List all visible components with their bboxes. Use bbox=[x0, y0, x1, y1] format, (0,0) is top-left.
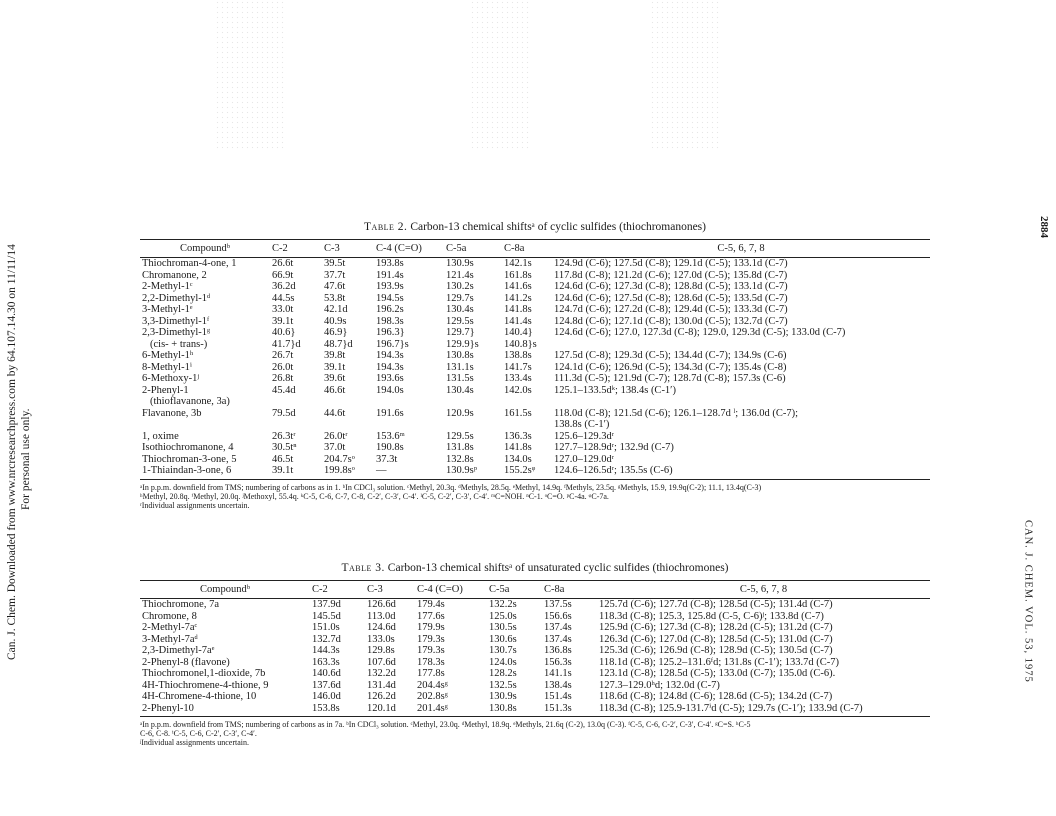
shift-cell: 37.0t bbox=[324, 442, 346, 453]
shift-cell: 129.9}s bbox=[446, 338, 479, 350]
shift-cell: 46.5t bbox=[272, 453, 294, 465]
table-row bbox=[140, 270, 930, 282]
table-3 bbox=[140, 580, 930, 717]
shift-cell: 177.8s bbox=[417, 668, 445, 679]
compound-cell: 2-Phenyl-10 bbox=[140, 703, 310, 717]
shift-cell: 124.6d bbox=[367, 622, 396, 633]
table-2-block bbox=[140, 221, 930, 510]
shift-cell: 53.8t bbox=[324, 292, 346, 304]
shift-cell bbox=[444, 396, 502, 408]
shift-cell: 39.1t bbox=[324, 361, 346, 373]
table-row bbox=[140, 645, 930, 657]
shift-cell: 26.6t bbox=[272, 258, 294, 269]
table-row bbox=[140, 339, 930, 351]
shift-cell: 133.4s bbox=[504, 373, 532, 384]
shift-cell: 161.5s bbox=[504, 407, 532, 419]
shift-cell: 37.3t bbox=[376, 453, 398, 465]
shift-cell: 136.3s bbox=[504, 430, 532, 442]
shift-cell: 132.8s bbox=[446, 453, 474, 465]
shift-cell: 40.6} bbox=[272, 327, 296, 338]
shift-cell: 39.1t bbox=[272, 315, 294, 327]
shift-cell: 163.3s bbox=[312, 656, 340, 668]
table-2-label: Table 2. bbox=[364, 221, 408, 233]
table-row bbox=[140, 327, 930, 339]
compound-cell: 2-Methyl-7aᶜ bbox=[142, 622, 198, 633]
shift-cell: 138.4s bbox=[544, 679, 572, 691]
shift-cell: 141.8s bbox=[504, 304, 532, 315]
table-row bbox=[140, 350, 930, 362]
shift-cell: 120.9s bbox=[446, 407, 474, 419]
shift-cell bbox=[270, 396, 322, 408]
table-3-label: Table 3. bbox=[341, 562, 385, 574]
shift-cell: 134.0s bbox=[504, 453, 532, 465]
compound-cell: 2,3-Dimethyl-1ᵍ bbox=[142, 327, 211, 338]
table-row bbox=[140, 465, 930, 479]
shift-cell: 137.9d bbox=[312, 599, 341, 610]
shift-cell: 138.8s (C-1′) bbox=[554, 419, 610, 430]
shift-cell: 124.0s bbox=[489, 656, 517, 668]
table-row bbox=[140, 258, 930, 270]
column-header: C-4 (C=O) bbox=[374, 240, 444, 258]
shift-cell: 107.6d bbox=[367, 656, 396, 668]
shift-cell bbox=[270, 419, 322, 431]
shift-cell: 190.8s bbox=[376, 442, 404, 453]
shift-cell: 124.1d (C-6); 126.9d (C-5); 134.3d (C-7); 135.4s (C-8) bbox=[554, 361, 787, 373]
shift-cell: 124.6d (C-6); 127.5d (C-8); 128.6d (C-5); 133.5d (C-7) bbox=[554, 292, 788, 304]
table-3-footnotes bbox=[140, 720, 930, 747]
column-header: Compoundᵇ bbox=[140, 240, 270, 258]
shift-cell: 113.0d bbox=[367, 610, 396, 622]
shift-cell: 136.8s bbox=[544, 645, 572, 656]
shift-cell: 137.4s bbox=[544, 622, 572, 633]
shift-cell: 46.9} bbox=[324, 327, 348, 338]
shift-cell: 37.7t bbox=[324, 269, 346, 281]
shift-cell: 30.5tⁿ bbox=[272, 442, 297, 453]
table-row bbox=[140, 408, 930, 420]
shift-cell: 131.4d bbox=[367, 679, 396, 691]
table-row bbox=[140, 419, 930, 431]
shift-cell: 124.8d (C-6); 127.1d (C-8); 130.0d (C-5); 132.7d (C-7) bbox=[554, 315, 788, 327]
table-row bbox=[140, 680, 930, 692]
column-header: C-3 bbox=[322, 240, 374, 258]
shift-cell: 121.4s bbox=[446, 269, 474, 281]
shift-cell: 127.3–129.0ʰd; 132.0d (C-7) bbox=[599, 679, 720, 691]
shift-cell: 140.4} bbox=[504, 327, 533, 338]
compound-cell: 3-Methyl-7aᵈ bbox=[142, 633, 198, 645]
column-header: Compoundᵇ bbox=[140, 581, 310, 599]
shift-cell: 126.2d bbox=[367, 691, 396, 702]
compound-cell: (thioflavanone, 3a) bbox=[150, 396, 230, 407]
shift-cell: 156.6s bbox=[544, 610, 572, 622]
shift-cell: 145.5d bbox=[312, 610, 341, 622]
table-row bbox=[140, 703, 930, 717]
shift-cell: 193.8s bbox=[376, 258, 404, 269]
shift-cell: 196.7}s bbox=[376, 338, 409, 350]
shift-cell: 202.8sᵍ bbox=[417, 691, 448, 702]
shift-cell: 140.6d bbox=[312, 668, 341, 679]
shift-cell: 142.1s bbox=[504, 258, 532, 269]
shift-cell: 39.8t bbox=[324, 350, 346, 361]
table-2-title: Carbon-13 chemical shiftsᵃ of cyclic sulfides (thiochromanones) bbox=[410, 221, 706, 233]
shift-cell: 191.4s bbox=[376, 269, 404, 281]
table-2-footnote-1: ᵃIn p.p.m. downfield from TMS; numbering of carbons as in 1. ᵇIn CDCl₃ solution. ᶜMethyl, 20.3q. ᵈMethyls, 28.5q. ᵉMethyl, 14.9q. ᶠMethyls, 23.5q. ᵍMethyls, 15.9, 19.9q(C-2); 11.1, 13.4q(C-3) bbox=[140, 482, 762, 492]
table-3-footnote-1: ᵃIn p.p.m. downfield from TMS; numbering of carbons as in 7a. ᵇIn CDCl₃ solution. ᶜMethyl, 23.0q. ᵈMethyl, 18.9q. ᵉMethyls, 21.6q (C-2), 13.0q (C-3). ᶠC-5, C-6, C-2′, C-3′, C-4′. ᵍC=S. ʰC-5 bbox=[140, 720, 751, 729]
column-header: C-3 bbox=[365, 581, 415, 599]
table-row bbox=[140, 442, 930, 454]
shift-cell: 46.6t bbox=[324, 384, 346, 396]
download-notice-sidebar bbox=[0, 160, 46, 660]
shift-cell: 26.0t bbox=[272, 361, 294, 373]
compound-cell: 2-Phenyl-8 (flavone) bbox=[142, 656, 230, 668]
shift-cell: 111.3d (C-5); 121.9d (C-7); 128.7d (C-8); 157.3s (C-6) bbox=[554, 373, 786, 384]
shift-cell: 125.3d (C-6); 126.9d (C-8); 128.9d (C-5); 130.5d (C-7) bbox=[599, 645, 833, 656]
download-notice bbox=[5, 244, 33, 660]
table-row bbox=[140, 622, 930, 634]
table-row bbox=[140, 454, 930, 466]
compound-cell: (cis- + trans-) bbox=[150, 338, 208, 350]
table-row bbox=[140, 281, 930, 293]
compound-cell: Chromone, 8 bbox=[142, 610, 197, 622]
shift-cell: 118.6d (C-8); 124.8d (C-6); 128.6d (C-5); 134.2d (C-7) bbox=[599, 691, 833, 702]
column-header: C-8a bbox=[502, 240, 552, 258]
table-header-row bbox=[140, 581, 930, 599]
shift-cell: 193.6s bbox=[376, 373, 404, 384]
shift-cell: 129.8s bbox=[367, 645, 395, 656]
table-row bbox=[140, 293, 930, 305]
shift-cell: 198.3s bbox=[376, 315, 404, 327]
shift-cell: 39.6t bbox=[324, 373, 346, 384]
compound-cell: Flavanone, 3b bbox=[142, 407, 202, 419]
shift-cell: 130.9s bbox=[489, 691, 517, 702]
shift-cell bbox=[322, 419, 374, 431]
shift-cell: 146.0d bbox=[312, 691, 341, 702]
shift-cell: 130.2s bbox=[446, 281, 474, 292]
shift-cell: — bbox=[374, 465, 444, 479]
shift-cell: 194.0s bbox=[376, 384, 404, 396]
shift-cell bbox=[322, 396, 374, 408]
shift-cell: 191.6s bbox=[376, 407, 404, 419]
table-row bbox=[140, 431, 930, 443]
shift-cell: 124.6d (C-6); 127.3d (C-8); 128.8d (C-5); 133.1d (C-7) bbox=[554, 281, 788, 292]
shift-cell: 124.9d (C-6); 127.5d (C-8); 129.1d (C-5); 133.1d (C-7) bbox=[554, 258, 788, 269]
shift-cell: 123.1d (C-8); 128.5d (C-5); 133.0d (C-7); 135.0d (C-6). bbox=[599, 668, 836, 679]
table-3-footnote-2: C-6, C-8. ⁱC-5, C-6, C-2′, C-3′, C-4′. bbox=[140, 729, 257, 738]
shift-cell bbox=[444, 419, 502, 431]
shift-cell: 156.3s bbox=[544, 656, 572, 668]
download-notice-line2: For personal use only. bbox=[20, 408, 32, 510]
shift-cell: 44.6t bbox=[324, 407, 346, 419]
column-header: C-5a bbox=[444, 240, 502, 258]
shift-cell: 141.4s bbox=[504, 315, 532, 327]
shift-cell: 179.9s bbox=[417, 622, 445, 633]
right-margin bbox=[1006, 0, 1056, 816]
compound-cell: 4H-Chromene-4-thione, 10 bbox=[142, 691, 257, 702]
shift-cell: 130.9s bbox=[446, 258, 474, 269]
table-row bbox=[140, 691, 930, 703]
shift-cell: 129.5s bbox=[446, 315, 474, 327]
shift-cell: 179.3s bbox=[417, 645, 445, 656]
column-header: C-5, 6, 7, 8 bbox=[552, 240, 930, 258]
shift-cell: 47.6t bbox=[324, 281, 346, 292]
table-row bbox=[140, 668, 930, 680]
compound-cell: Thiochroman-3-one, 5 bbox=[142, 453, 237, 465]
table-2-footnote-2: ʰMethyl, 20.8q. ⁱMethyl, 20.0q. ʲMethoxyl, 55.4q. ᵏC-5, C-6, C-7, C-8, C-2′, C-3′, C-4′. ˡC-5, C-2′, C-3′, C-4′. ᵐC=NOH. ⁿC-1. ᵒC=O. ᵖC-4a. ᵠC-7a. bbox=[140, 491, 609, 501]
shift-cell: 204.4sᵍ bbox=[417, 679, 448, 691]
column-header: C-8a bbox=[542, 581, 597, 599]
shift-cell: 130.4s bbox=[446, 304, 474, 315]
shift-cell: 126.3d (C-6); 127.0d (C-8); 128.5d (C-5); 131.0d (C-7) bbox=[599, 633, 833, 645]
shift-cell: 125.1–133.5dᵏ; 138.4s (C-1′) bbox=[554, 384, 676, 396]
shift-cell: 125.6–129.3dʳ bbox=[554, 430, 615, 442]
compound-cell: 3,3-Dimethyl-1ᶠ bbox=[142, 315, 210, 327]
shift-cell: 79.5d bbox=[272, 407, 296, 419]
table-2-footnote-3: ʳIndividual assignments uncertain. bbox=[140, 500, 250, 510]
table-3-title: Carbon-13 chemical shiftsᵃ of unsaturated cyclic sulfides (thiochromones) bbox=[387, 562, 729, 574]
compound-cell bbox=[140, 419, 270, 431]
table-row bbox=[140, 316, 930, 328]
shift-cell: 125.7d (C-6); 127.7d (C-8); 128.5d (C-5); 131.4d (C-7) bbox=[599, 599, 833, 610]
compound-cell: 1, oxime bbox=[142, 430, 179, 442]
shift-cell: 179.4s bbox=[417, 599, 445, 610]
column-header: C-4 (C=O) bbox=[415, 581, 487, 599]
shift-cell: 33.0t bbox=[272, 304, 294, 315]
shift-cell: 125.9d (C-6); 127.3d (C-8); 128.2d (C-5); 131.2d (C-7) bbox=[599, 622, 833, 633]
table-3-footnote-3: ʲIndividual assignments uncertain. bbox=[140, 738, 249, 747]
compound-cell: 3-Methyl-1ᵉ bbox=[142, 304, 193, 315]
table-row bbox=[140, 385, 930, 397]
shift-cell: 141.2s bbox=[504, 292, 532, 304]
shift-cell: 126.6d bbox=[367, 599, 396, 610]
shift-cell: 39.5t bbox=[324, 258, 346, 269]
shift-cell: 131.8s bbox=[446, 442, 474, 453]
compound-cell: 2-Phenyl-1 bbox=[142, 384, 189, 396]
shift-cell: 132.7d bbox=[312, 633, 341, 645]
shift-cell bbox=[552, 339, 930, 351]
shift-cell: 45.4d bbox=[272, 384, 296, 396]
shift-cell: 137.5s bbox=[544, 599, 572, 610]
compound-cell: 6-Methoxy-1ʲ bbox=[142, 373, 200, 384]
shift-cell: 44.5s bbox=[272, 292, 295, 304]
table-header-row bbox=[140, 240, 930, 258]
column-header: C-2 bbox=[270, 240, 322, 258]
shift-cell: 41.7}d bbox=[272, 338, 301, 350]
shift-cell: 130.4s bbox=[446, 384, 474, 396]
shift-cell: 153.8s bbox=[310, 703, 365, 717]
shift-cell: 155.2sᵠ bbox=[502, 465, 552, 479]
shift-cell: 130.7s bbox=[489, 645, 517, 656]
shift-cell: 132.5s bbox=[489, 679, 517, 691]
table-row bbox=[140, 657, 930, 669]
compound-cell: Isothiochromanone, 4 bbox=[142, 442, 234, 453]
shift-cell: 118.3d (C-8); 125.9-131.7ⁱd (C-5); 129.7s (C-1′); 133.9d (C-7) bbox=[597, 703, 930, 717]
shift-cell: 130.9sᵖ bbox=[444, 465, 502, 479]
shift-cell: 141.8s bbox=[504, 442, 532, 453]
shift-cell: 26.8t bbox=[272, 373, 294, 384]
shift-cell: 48.7}d bbox=[324, 338, 353, 350]
compound-cell: 2,3-Dimethyl-7aᵉ bbox=[142, 645, 215, 656]
page-number: 2884 bbox=[1038, 216, 1050, 238]
shift-cell: 66.9t bbox=[272, 269, 294, 281]
shift-cell: 40.9s bbox=[324, 315, 347, 327]
table-row bbox=[140, 599, 930, 611]
shift-cell: 137.6d bbox=[312, 679, 341, 691]
shift-cell bbox=[374, 396, 444, 408]
journal-header: CAN. J. CHEM. VOL. 53, 1975 bbox=[1023, 520, 1034, 683]
shift-cell bbox=[374, 419, 444, 431]
compound-cell: 1-Thiaindan-3-one, 6 bbox=[140, 465, 270, 479]
compound-cell: Thiochroman-4-one, 1 bbox=[142, 258, 237, 269]
compound-cell: 6-Methyl-1ʰ bbox=[142, 350, 194, 361]
compound-cell: Chromanone, 2 bbox=[142, 269, 207, 281]
shift-cell: 39.1t bbox=[270, 465, 322, 479]
shift-cell: 127.5d (C-8); 129.3d (C-5); 134.4d (C-7); 134.9s (C-6) bbox=[554, 350, 787, 361]
shift-cell: 118.1d (C-8); 125.2–131.6ᶠd; 131.8s (C-1′); 133.7d (C-7) bbox=[599, 656, 840, 668]
shift-cell: 194.3s bbox=[376, 350, 404, 361]
shift-cell: 124.7d (C-6); 127.2d (C-8); 129.4d (C-5); 133.3d (C-7) bbox=[554, 304, 788, 315]
table-2-footnotes bbox=[140, 483, 930, 510]
column-header: C-5, 6, 7, 8 bbox=[597, 581, 930, 599]
shift-cell: 26.7t bbox=[272, 350, 294, 361]
table-3-block bbox=[140, 562, 930, 747]
shift-cell: 124.6–126.5dʳ; 135.5s (C-6) bbox=[552, 465, 930, 479]
table-row bbox=[140, 362, 930, 374]
table-row bbox=[140, 396, 930, 408]
column-header: C-5a bbox=[487, 581, 542, 599]
shift-cell: 129.7s bbox=[446, 292, 474, 304]
shift-cell: 128.2s bbox=[489, 668, 517, 679]
shift-cell: 141.6s bbox=[504, 281, 532, 292]
download-notice-line1: Can. J. Chem. Downloaded from www.nrcresearchpress.com by 64.107.14.30 on 11/11/14 bbox=[6, 244, 18, 660]
shift-cell: 177.6s bbox=[417, 610, 445, 622]
shift-cell: 138.8s bbox=[504, 350, 532, 361]
compound-cell: Thiochromone, 7a bbox=[142, 599, 219, 610]
shift-cell: 141.1s bbox=[544, 668, 572, 679]
shift-cell: 178.3s bbox=[417, 656, 445, 668]
shift-cell: 194.3s bbox=[376, 361, 404, 373]
table-row bbox=[140, 304, 930, 316]
shift-cell: 118.3d (C-8); 125.3, 125.8d (C-5, C-6)ʲ; 133.8d (C-7) bbox=[599, 610, 824, 622]
shift-cell: 179.3s bbox=[417, 633, 445, 645]
shift-cell: 132.2d bbox=[367, 668, 396, 679]
shift-cell: 117.8d (C-8); 121.2d (C-6); 127.0d (C-5); 135.8d (C-7) bbox=[554, 269, 788, 281]
scan-artifact-center bbox=[470, 0, 530, 150]
shift-cell: 133.0s bbox=[367, 633, 395, 645]
shift-cell: 127.7–128.9dʳ; 132.9d (C-7) bbox=[554, 442, 674, 453]
table-2 bbox=[140, 239, 930, 480]
shift-cell: 140.8}s bbox=[504, 338, 537, 350]
compound-cell: 2-Methyl-1ᶜ bbox=[142, 281, 193, 292]
shift-cell: 193.9s bbox=[376, 281, 404, 292]
shift-cell: 153.6ᵐ bbox=[376, 430, 405, 442]
compound-cell: 8-Methyl-1ⁱ bbox=[142, 361, 192, 373]
shift-cell: 196.2s bbox=[376, 304, 404, 315]
scan-artifact-left bbox=[215, 0, 285, 150]
shift-cell: 42.1d bbox=[324, 304, 348, 315]
shift-cell: 132.2s bbox=[489, 599, 517, 610]
shift-cell: 201.4sᵍ bbox=[415, 703, 487, 717]
shift-cell bbox=[552, 396, 930, 408]
shift-cell: 137.4s bbox=[544, 633, 572, 645]
shift-cell: 161.8s bbox=[504, 269, 532, 281]
shift-cell: 131.5s bbox=[446, 373, 474, 384]
table-2-caption bbox=[140, 221, 930, 233]
compound-cell: 2,2-Dimethyl-1ᵈ bbox=[142, 292, 211, 304]
shift-cell: 141.7s bbox=[504, 361, 532, 373]
shift-cell: 194.5s bbox=[376, 292, 404, 304]
table-row bbox=[140, 373, 930, 385]
shift-cell: 129.5s bbox=[446, 430, 474, 442]
table-3-caption bbox=[140, 562, 930, 574]
shift-cell: 151.4s bbox=[544, 691, 572, 702]
shift-cell: 125.0s bbox=[489, 610, 517, 622]
shift-cell: 204.7sᵒ bbox=[324, 453, 355, 465]
shift-cell: 130.6s bbox=[489, 633, 517, 645]
scan-artifact-right bbox=[650, 0, 720, 150]
shift-cell: 142.0s bbox=[504, 384, 532, 396]
shift-cell: 151.3s bbox=[542, 703, 597, 717]
shift-cell: 129.7} bbox=[446, 327, 475, 338]
shift-cell: 120.1d bbox=[365, 703, 415, 717]
shift-cell: 124.6d (C-6); 127.0, 127.3d (C-8); 129.0, 129.3d (C-5); 133.0d (C-7) bbox=[554, 327, 846, 338]
shift-cell: 130.8s bbox=[446, 350, 474, 361]
shift-cell: 144.3s bbox=[312, 645, 340, 656]
table-row bbox=[140, 634, 930, 646]
shift-cell: 118.0d (C-8); 121.5d (C-6); 126.1–128.7d ˡ; 136.0d (C-7); bbox=[554, 407, 799, 419]
shift-cell: 127.0–129.0dʳ bbox=[554, 453, 615, 465]
shift-cell: 130.5s bbox=[489, 622, 517, 633]
shift-cell: 130.8s bbox=[487, 703, 542, 717]
shift-cell: 196.3} bbox=[376, 327, 405, 338]
shift-cell bbox=[502, 419, 552, 431]
column-header: C-2 bbox=[310, 581, 365, 599]
compound-cell: 4H-Thiochromene-4-thione, 9 bbox=[142, 679, 269, 691]
shift-cell: 131.1s bbox=[446, 361, 474, 373]
shift-cell bbox=[502, 396, 552, 408]
shift-cell: 151.0s bbox=[312, 622, 340, 633]
shift-cell: 199.8sᵒ bbox=[322, 465, 374, 479]
table-row bbox=[140, 611, 930, 623]
compound-cell: Thiochromonel,1-dioxide, 7b bbox=[142, 668, 266, 679]
shift-cell: 26.3tʳ bbox=[272, 430, 296, 442]
shift-cell: 26.0tʳ bbox=[324, 430, 348, 442]
shift-cell: 36.2d bbox=[272, 281, 296, 292]
